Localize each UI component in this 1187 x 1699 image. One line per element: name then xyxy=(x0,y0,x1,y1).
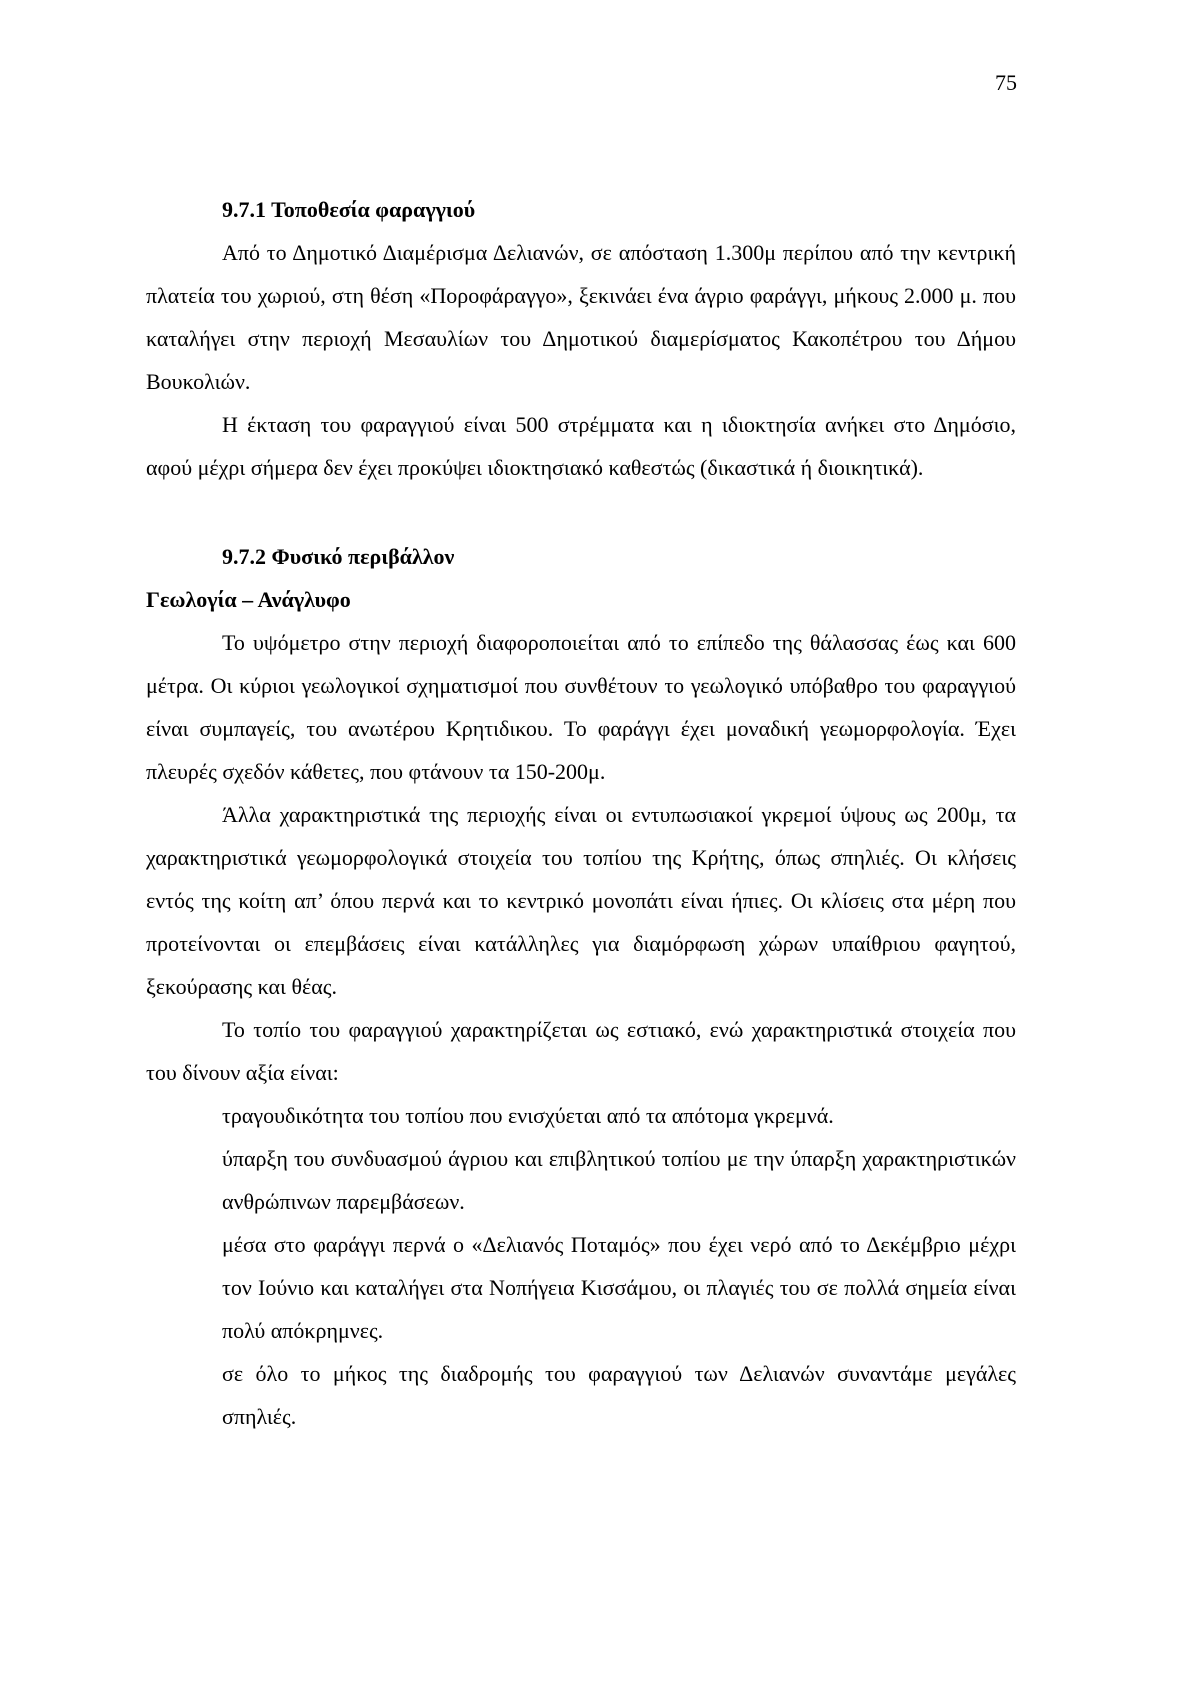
list-item: μέσα στο φαράγγι περνά ο «Δελιανός Ποταμός» που έχει νερό από το Δεκέμβριο μέχρι τον Ιούνιο και καταλήγει στα Νοπήγεια Κισσάμου, οι πλαγιές του σε πολλά σημεία είναι πολύ απόκρημνες. xyxy=(222,1232,1016,1343)
section-heading-natural-environment: 9.7.2 Φυσικό περιβάλλον xyxy=(222,544,455,569)
list-item: ύπαρξη του συνδυασμού άγριου και επιβλητικού τοπίου με την ύπαρξη χαρακτηριστικών ανθρώπινων παρεμβάσεων. xyxy=(222,1146,1016,1214)
paragraph-geology: Το υψόμετρο στην περιοχή διαφοροποιείται από το επίπεδο της θάλασσας έως και 600 μέτρα. Οι κύριοι γεωλογικοί σχηματισμοί που συνθέτουν το γεωλογικό υπόβαθρο του φαραγγιού είναι συμπαγείς, του ανωτέρου Κρητιδικου. Το φαράγγι έχει μοναδική γεωμορφολογία. Έχει πλευρές σχεδόν κάθετες, που φτάνουν τα 150-200μ. xyxy=(146,630,1016,784)
paragraph-location: Από το Δημοτικό Διαμέρισμα Δελιανών, σε απόσταση 1.300μ περίπου από την κεντρική πλατεία του χωριού, στη θέση «Ποροφάραγγο», ξεκινάει ένα άγριο φαράγγι, μήκους 2.000 μ. που καταλήγει στην περιοχή Μεσαυλίων του Δημοτικού διαμερίσματος Κακοπέτρου του Δήμου Βουκολιών. xyxy=(146,240,1016,394)
list-item: σε όλο το μήκος της διαδρομής του φαραγγιού των Δελιανών συναντάμε μεγάλες σπηλιές. xyxy=(222,1361,1016,1429)
paragraph-landscape: Το τοπίο του φαραγγιού χαρακτηρίζεται ως εστιακό, ενώ χαρακτηριστικά στοιχεία που του δίνουν αξία είναι: xyxy=(146,1017,1016,1085)
page-number: 75 xyxy=(995,70,1017,95)
subheading-geology-relief: Γεωλογία – Ανάγλυφο xyxy=(146,587,351,612)
list-item: τραγουδικότητα του τοπίου που ενισχύεται από τα απότομα γκρεμνά. xyxy=(222,1103,834,1128)
section-heading-location: 9.7.1 Τοποθεσία φαραγγιού xyxy=(222,197,476,222)
paragraph-area-ownership: Η έκταση του φαραγγιού είναι 500 στρέμματα και η ιδιοκτησία ανήκει στο Δημόσιο, αφού μέχρι σήμερα δεν έχει προκύψει ιδιοκτησιακό καθεστώς (δικαστικά ή διοικητικά). xyxy=(146,412,1016,480)
document-body xyxy=(146,188,1016,1438)
paragraph-features: Άλλα χαρακτηριστικά της περιοχής είναι οι εντυπωσιακοί γκρεμοί ύψους ως 200μ, τα χαρακτηριστικά γεωμορφολογικά στοιχεία του τοπίου της Κρήτης, όπως σπηλιές. Οι κλήσεις εντός της κοίτη απ’ όπου περνά και το κεντρικό μονοπάτι είναι ήπιες. Οι κλίσεις στα μέρη που προτείνονται οι επεμβάσεις είναι κατάλληλες για διαμόρφωση χώρων υπαίθριου φαγητού, ξεκούρασης και θέας. xyxy=(146,802,1016,999)
